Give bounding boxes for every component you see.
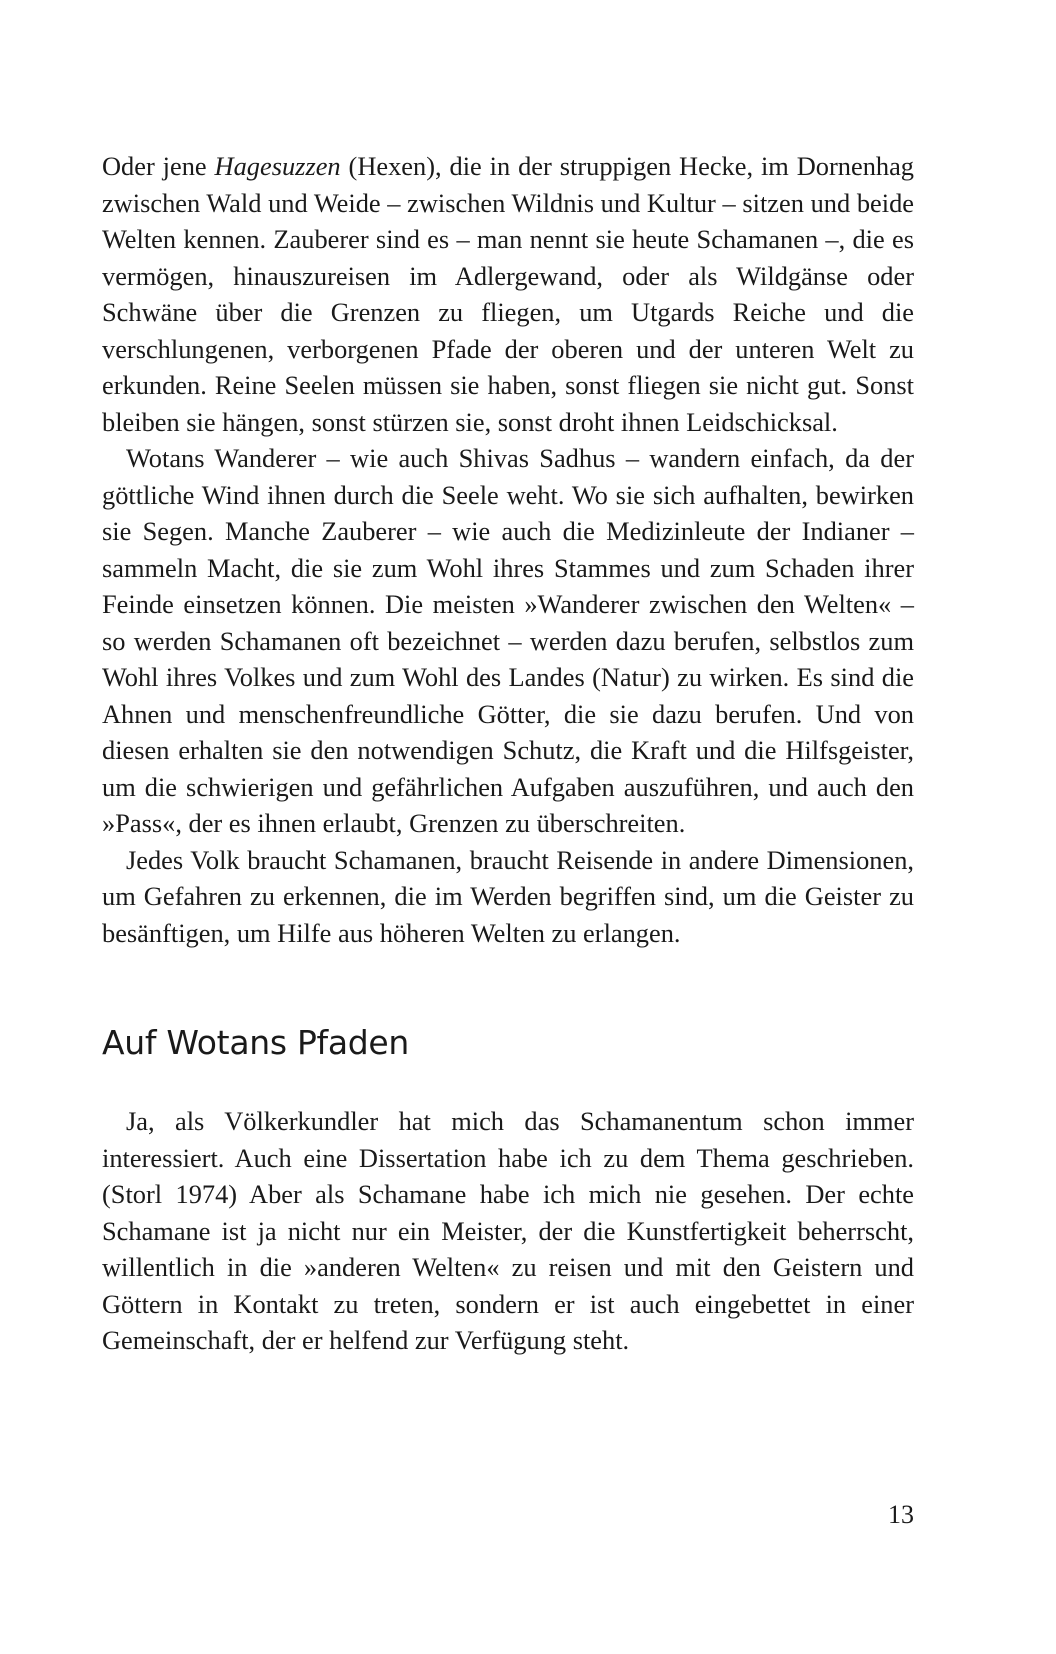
section-heading: Auf Wotans Pfaden: [102, 1023, 410, 1062]
page-body: [102, 148, 914, 1359]
section-paragraph: Ja, als Völkerkundler hat mich das Schamanentum schon immer interessiert. Auch eine Dissertation habe ich zu dem Thema geschrieben. (Storl 1974) Aber als Schamane habe ich mich nie gesehen. Der echte Schamane ist ja nicht nur ein Meister, der die Kunstfertigkeit beherrscht, willentlich in die »anderen Welten« zu reisen und mit den Geistern und Göttern in Kontakt zu treten, sondern er ist auch eingebettet in einer Gemeinschaft, der er helfend zur Verfügung steht.: [102, 1106, 914, 1355]
italic-term: Hagesuzzen: [214, 151, 341, 181]
paragraph-2: Wotans Wanderer – wie auch Shivas Sadhus – wandern einfach, da der göttliche Wind ihnen durch die Seele weht. Wo sie sich aufhalten, bewirken sie Segen. Manche Zauberer – wie auch die Medizinleute der Indianer – sammeln Macht, die sie zum Wohl ihres Stammes und zum Schaden ihrer Feinde einsetzen können. Die meisten »Wanderer zwischen den Welten« – so werden Schamanen oft bezeichnet – werden dazu berufen, selbstlos zum Wohl ihres Volkes und zum Wohl des Landes (Natur) zu wirken. Es sind die Ahnen und menschenfreundliche Götter, die sie dazu berufen. Und von diesen erhalten sie den notwendigen Schutz, die Kraft und die Hilfsgeister, um die schwierigen und gefährlichen Aufgaben auszuführen, und auch den »Pass«, der es ihnen erlaubt, Grenzen zu überschreiten.: [102, 443, 914, 838]
paragraph-1-rest: (Hexen), die in der struppigen Hecke, im Dornenhag zwischen Wald und Weide – zwischen Wildnis und Kultur – sitzen und beide Welten kennen. Zauberer sind es – man nennt sie heute Schamanen –, die es vermögen, hinauszureisen im Adlergewand, oder als Wildgänse oder Schwäne über die Grenzen zu fliegen, um Utgards Reiche und die verschlungenen, verborgenen Pfade der oberen und der unteren Welt zu erkunden. Reine Seelen müssen sie haben, sonst fliegen sie nicht gut. Sonst bleiben sie hängen, sonst stürzen sie, sonst droht ihnen Leidschicksal.: [102, 151, 914, 437]
paragraph-3: Jedes Volk braucht Schamanen, braucht Reisende in andere Dimensionen, um Gefahren zu erkennen, die im Werden begriffen sind, um die Geister zu besänftigen, um Hilfe aus höheren Welten zu erlangen.: [102, 844, 914, 948]
page-number: 13: [888, 1500, 914, 1529]
paragraph-1-lead: Oder jene: [102, 151, 215, 181]
paragraph-1: [102, 148, 914, 440]
